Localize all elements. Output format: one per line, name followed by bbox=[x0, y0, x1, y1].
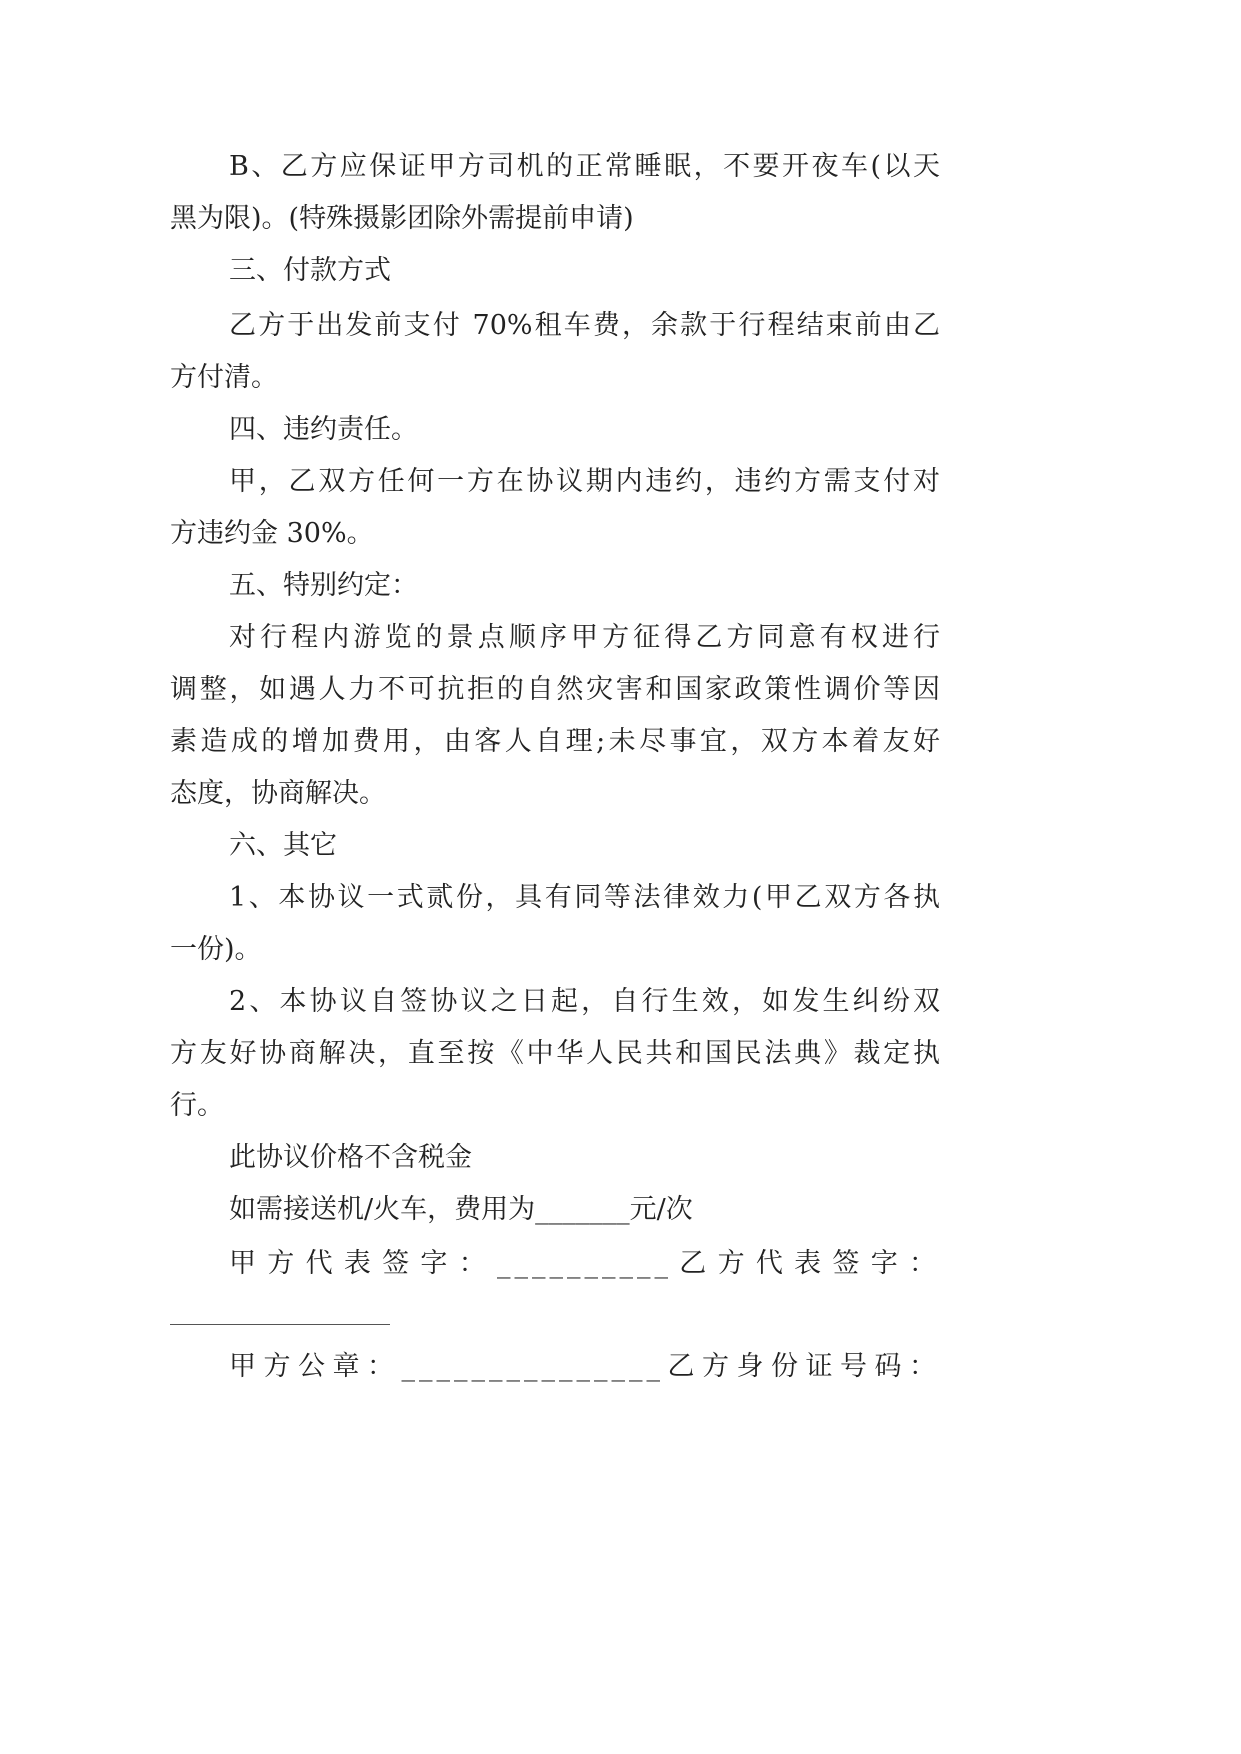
section-heading-payment: 三、付款方式 bbox=[229, 255, 391, 286]
tax-note: 此协议价格不含税金 bbox=[229, 1142, 472, 1173]
transfer-fee-line: 如需接送机/火车，费用为_______元/次 bbox=[229, 1194, 693, 1225]
payment-line-2: 方付清。 bbox=[170, 362, 278, 393]
section-heading-other: 六、其它 bbox=[229, 830, 337, 861]
other-item-1-line-2: 一份)。 bbox=[170, 934, 262, 965]
special-line-1: 对行程内游览的景点顺序甲方征得乙方同意有权进行 bbox=[229, 622, 940, 653]
other-item-2-line-3: 行。 bbox=[170, 1090, 224, 1121]
special-line-2: 调整，如遇人力不可抗拒的自然灾害和国家政策性调价等因 bbox=[170, 674, 940, 705]
signature-underline bbox=[170, 1324, 390, 1325]
breach-line-2: 方违约金 30%。 bbox=[170, 518, 374, 549]
clause-b-line-1: B、乙方应保证甲方司机的正常睡眠，不要开夜车(以天 bbox=[229, 151, 940, 182]
signature-representatives: 甲方代表签字：__________乙方代表签字： bbox=[229, 1248, 940, 1279]
clause-b-line-2: 黑为限)。(特殊摄影团除外需提前申请) bbox=[170, 203, 634, 234]
signature-seal-id: 甲方公章：_______________乙方身份证号码： bbox=[229, 1351, 940, 1382]
other-item-2-line-1: 2、本协议自签协议之日起，自行生效，如发生纠纷双 bbox=[229, 986, 940, 1017]
other-item-2-line-2: 方友好协商解决，直至按《中华人民共和国民法典》裁定执 bbox=[170, 1038, 940, 1069]
section-heading-special: 五、特别约定： bbox=[229, 570, 418, 601]
other-item-1-line-1: 1、本协议一式贰份，具有同等法律效力(甲乙双方各执 bbox=[229, 882, 940, 913]
payment-line-1: 乙方于出发前支付 70%租车费，余款于行程结束前由乙 bbox=[229, 310, 940, 341]
special-line-4: 态度，协商解决。 bbox=[170, 778, 386, 809]
section-heading-breach: 四、违约责任。 bbox=[229, 414, 418, 445]
breach-line-1: 甲，乙双方任何一方在协议期内违约，违约方需支付对 bbox=[229, 466, 940, 497]
special-line-3: 素造成的增加费用，由客人自理;未尽事宜，双方本着友好 bbox=[170, 726, 940, 757]
